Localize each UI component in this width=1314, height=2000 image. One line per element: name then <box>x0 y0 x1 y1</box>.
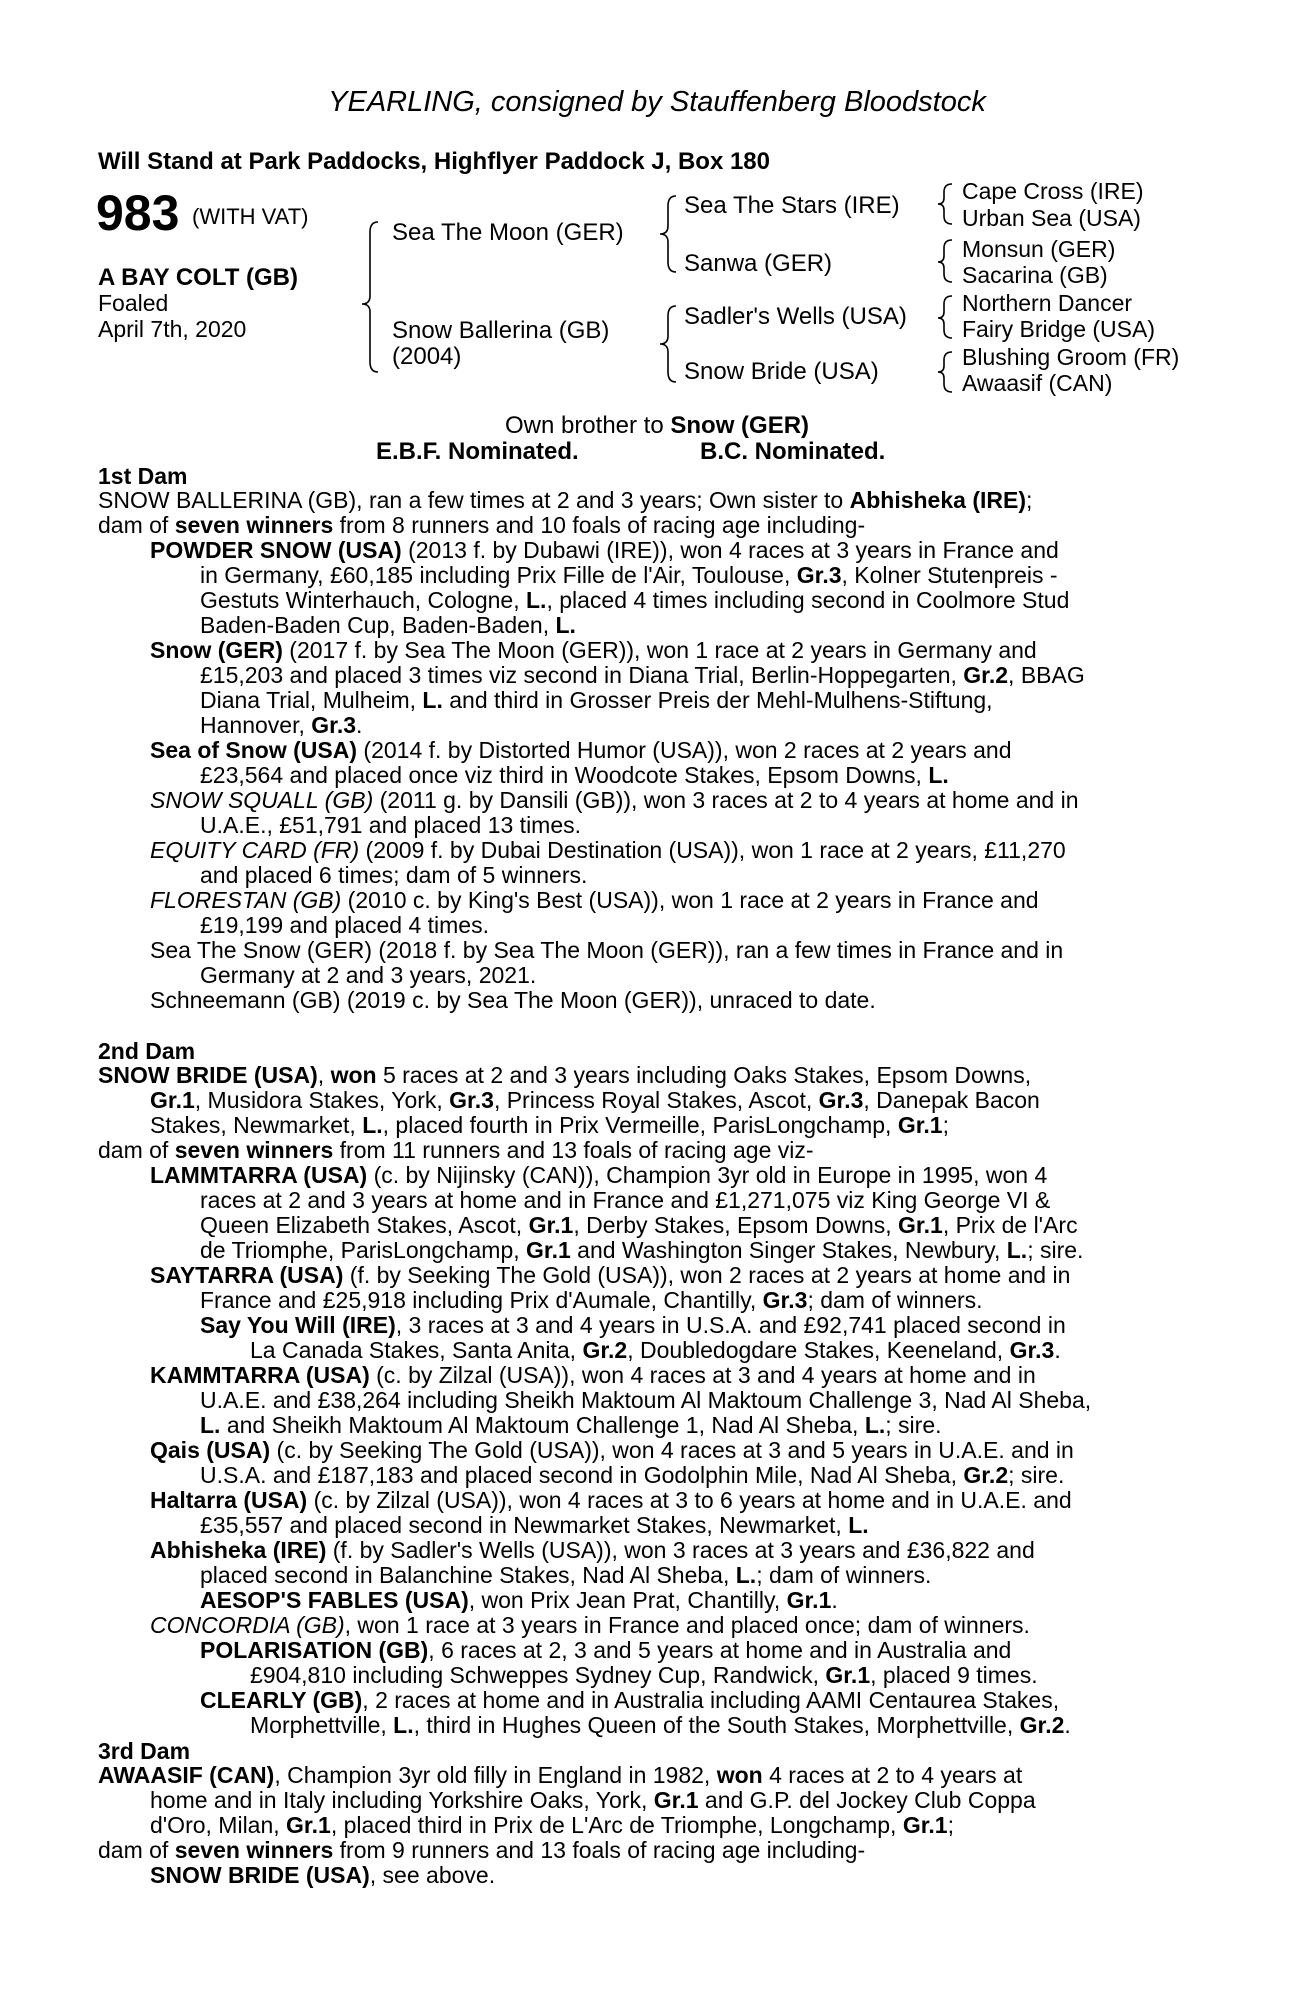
powder-snow-l3: Gestuts Winterhauch, Cologne, L., placed 4 times including second in Coolmore Stud <box>200 587 1070 613</box>
first-dam-line1: SNOW BALLERINA (GB), ran a few times at 2 and 3 years; Own sister to Abhisheka (IRE); <box>98 487 1033 513</box>
snow-l3: Diana Trial, Mulheim, L. and third in Grosser Preis der Mehl-Mulhens-Stiftung, <box>200 687 993 713</box>
horse-name: A BAY COLT (GB) <box>98 264 299 291</box>
lot-number: 983 <box>96 185 180 241</box>
gen3-urban-sea: Urban Sea (USA) <box>962 205 1141 231</box>
lammtarra-l4: de Triomphe, ParisLongchamp, Gr.1 and Washington Singer Stakes, Newbury, L.; sire. <box>200 1237 1084 1263</box>
say-you-will-l1: Say You Will (IRE), 3 races at 3 and 4 years in U.S.A. and £92,741 placed second in <box>200 1312 1066 1338</box>
lammtarra-l2: races at 2 and 3 years at home and in France and £1,271,075 viz King George VI & <box>200 1187 1051 1213</box>
snow-squall-l1: SNOW SQUALL (GB) (2011 g. by Dansili (GB)), won 3 races at 2 to 4 years at home and in <box>150 787 1079 813</box>
foaled-label: Foaled <box>98 290 169 316</box>
equity-card-l2: and placed 6 times; dam of 5 winners. <box>200 862 588 888</box>
clearly-l2: Morphettville, L., third in Hughes Queen of the South Stakes, Morphettville, Gr.2. <box>250 1712 1071 1738</box>
haltarra-l1: Haltarra (USA) (c. by Zilzal (USA)), won 4 races at 3 to 6 years at home and in U.A.E. and <box>150 1487 1072 1513</box>
polarisation-l2: £904,810 including Schweppes Sydney Cup, Randwick, Gr.1, placed 9 times. <box>250 1662 1038 1688</box>
saytarra-l2: France and £25,918 including Prix d'Aumale, Chantilly, Gr.3; dam of winners. <box>200 1287 983 1313</box>
gen3-fairy-bridge: Fairy Bridge (USA) <box>962 316 1155 342</box>
third-dam-l1: AWAASIF (CAN), Champion 3yr old filly in England in 1982, won 4 races at 2 to 4 years at <box>98 1762 1023 1788</box>
powder-snow-l1: POWDER SNOW (USA) (2013 f. by Dubawi (IRE)), won 4 races at 3 years in France and <box>150 537 1059 563</box>
florestan-l1: FLORESTAN (GB) (2010 c. by King's Best (USA)), won 1 race at 2 years in France and <box>150 887 1039 913</box>
qais-l1: Qais (USA) (c. by Seeking The Gold (USA)), won 4 races at 3 and 5 years in U.A.E. and in <box>150 1437 1074 1463</box>
abhisheka-l2: placed second in Balanchine Stakes, Nad Al Sheba, L.; dam of winners. <box>200 1562 932 1588</box>
sea-of-snow-l2: £23,564 and placed once viz third in Woodcote Stakes, Epsom Downs, L. <box>200 762 949 788</box>
gen3-sacarina: Sacarina (GB) <box>962 262 1108 288</box>
dam-year: (2004) <box>392 343 462 370</box>
ebf-nominated: E.B.F. Nominated. <box>376 438 579 465</box>
lammtarra-l3: Queen Elizabeth Stakes, Ascot, Gr.1, Derby Stakes, Epsom Downs, Gr.1, Prix de l'Arc <box>200 1212 1078 1238</box>
gen3-monsun: Monsun (GER) <box>962 236 1116 262</box>
first-dam-line2: dam of seven winners from 8 runners and 10 foals of racing age including- <box>98 512 866 538</box>
third-dam-heading: 3rd Dam <box>98 1738 191 1764</box>
kammtarra-l3: L. and Sheikh Maktoum Al Maktoum Challenge 1, Nad Al Sheba, L.; sire. <box>200 1412 942 1438</box>
snow-l2: £15,203 and placed 3 times viz second in Diana Trial, Berlin-Hoppegarten, Gr.2, BBAG <box>200 662 1085 688</box>
sea-the-snow-l1: Sea The Snow (GER) (2018 f. by Sea The Moon (GER)), ran a few times in France and in <box>150 937 1064 963</box>
haltarra-l2: £35,557 and placed second in Newmarket Stakes, Newmarket, L. <box>200 1512 869 1538</box>
dam-sire: Sadler's Wells (USA) <box>684 303 907 330</box>
florestan-l2: £19,199 and placed 4 times. <box>200 912 489 938</box>
bc-nominated: B.C. Nominated. <box>700 438 886 465</box>
first-dam-heading: 1st Dam <box>98 463 188 489</box>
dam: Snow Ballerina (GB) <box>392 317 610 344</box>
dam-dam: Snow Bride (USA) <box>684 358 879 385</box>
second-dam-l2: Gr.1, Musidora Stakes, York, Gr.3, Princess Royal Stakes, Ascot, Gr.3, Danepak Bacon <box>150 1087 1040 1113</box>
sea-of-snow-l1: Sea of Snow (USA) (2014 f. by Distorted Humor (USA)), won 2 races at 2 years and <box>150 737 1012 763</box>
qais-l2: U.S.A. and £187,183 and placed second in Godolphin Mile, Nad Al Sheba, Gr.2; sire. <box>200 1462 1065 1488</box>
say-you-will-l2: La Canada Stakes, Santa Anita, Gr.2, Doubledogdare Stakes, Keeneland, Gr.3. <box>250 1337 1061 1363</box>
aesops-fables: AESOP'S FABLES (USA), won Prix Jean Prat, Chantilly, Gr.1. <box>200 1587 838 1613</box>
saytarra-l1: SAYTARRA (USA) (f. by Seeking The Gold (USA)), won 2 races at 2 years at home and in <box>150 1262 1071 1288</box>
gen3-northern-dancer: Northern Dancer <box>962 290 1133 316</box>
gen3-blushing-groom: Blushing Groom (FR) <box>962 344 1180 370</box>
sire-sire: Sea The Stars (IRE) <box>684 192 900 219</box>
own-brother-note: Own brother to Snow (GER) <box>504 412 810 439</box>
stand-location: Will Stand at Park Paddocks, Highflyer Paddock J, Box 180 <box>98 148 770 175</box>
powder-snow-l2: in Germany, £60,185 including Prix Fille de l'Air, Toulouse, Gr.3, Kolner Stutenpreis - <box>200 562 1058 588</box>
third-dam-l4: dam of seven winners from 9 runners and 13 foals of racing age including- <box>98 1837 866 1863</box>
snow-l1: Snow (GER) (2017 f. by Sea The Moon (GER)), won 1 race at 2 years in Germany and <box>150 637 1037 663</box>
polarisation-l1: POLARISATION (GB), 6 races at 2, 3 and 5 years at home and in Australia and <box>200 1637 1012 1663</box>
second-dam-l4: dam of seven winners from 11 runners and 13 foals of racing age viz- <box>98 1137 814 1163</box>
third-dam-l5: SNOW BRIDE (USA), see above. <box>150 1862 496 1888</box>
snow-l4: Hannover, Gr.3. <box>200 712 363 738</box>
second-dam-heading: 2nd Dam <box>98 1038 196 1064</box>
foaled-date: April 7th, 2020 <box>98 316 247 342</box>
kammtarra-l2: U.A.E. and £38,264 including Sheikh Maktoum Al Maktoum Challenge 3, Nad Al Sheba, <box>200 1387 1092 1413</box>
vat-note: (WITH VAT) <box>192 204 309 229</box>
second-dam-l3: Stakes, Newmarket, L., placed fourth in Prix Vermeille, ParisLongchamp, Gr.1; <box>150 1112 949 1138</box>
kammtarra-l1: KAMMTARRA (USA) (c. by Zilzal (USA)), won 4 races at 3 and 4 years at home and in <box>150 1362 1036 1388</box>
sire: Sea The Moon (GER) <box>392 219 624 246</box>
lammtarra-l1: LAMMTARRA (USA) (c. by Nijinsky (CAN)), Champion 3yr old in Europe in 1995, won 4 <box>150 1162 1048 1188</box>
sire-dam: Sanwa (GER) <box>684 250 833 277</box>
powder-snow-l4: Baden-Baden Cup, Baden-Baden, L. <box>200 612 576 638</box>
catalogue-header: YEARLING, consigned by Stauffenberg Bloodstock <box>328 86 986 118</box>
concordia: CONCORDIA (GB), won 1 race at 3 years in France and placed once; dam of winners. <box>150 1612 1030 1638</box>
clearly-l1: CLEARLY (GB), 2 races at home and in Australia including AAMI Centaurea Stakes, <box>200 1687 1060 1713</box>
gen3-cape-cross: Cape Cross (IRE) <box>962 178 1144 204</box>
abhisheka-l1: Abhisheka (IRE) (f. by Sadler's Wells (USA)), won 3 races at 3 years and £36,822 and <box>150 1537 1035 1563</box>
equity-card-l1: EQUITY CARD (FR) (2009 f. by Dubai Destination (USA)), won 1 race at 2 years, £11,270 <box>150 837 1066 863</box>
snow-squall-l2: U.A.E., £51,791 and placed 13 times. <box>200 812 582 838</box>
second-dam-l1: SNOW BRIDE (USA), won 5 races at 2 and 3 years including Oaks Stakes, Epsom Downs, <box>98 1062 1032 1088</box>
sea-the-snow-l2: Germany at 2 and 3 years, 2021. <box>200 962 537 988</box>
schneemann: Schneemann (GB) (2019 c. by Sea The Moon (GER)), unraced to date. <box>150 987 876 1013</box>
gen3-awaasif: Awaasif (CAN) <box>962 370 1113 396</box>
third-dam-l3: d'Oro, Milan, Gr.1, placed third in Prix de L'Arc de Triomphe, Longchamp, Gr.1; <box>150 1812 954 1838</box>
third-dam-l2: home and in Italy including Yorkshire Oaks, York, Gr.1 and G.P. del Jockey Club Coppa <box>150 1787 1036 1813</box>
